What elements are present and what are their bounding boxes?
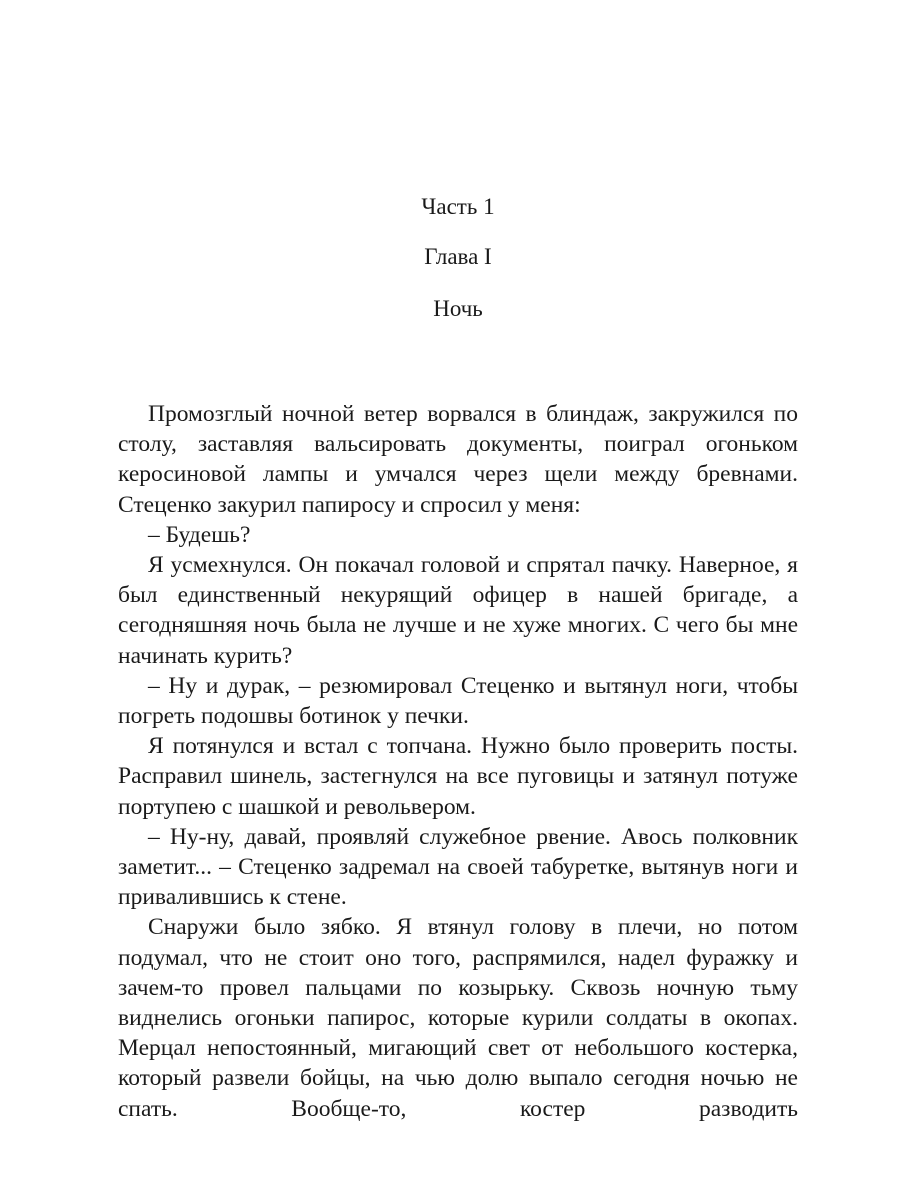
paragraph: Я потянулся и встал с топчана. Нужно было проверить посты. Расправил шинель, застегнулся на все пуговицы и затянул потуже портупею с шашкой и револьвером. <box>118 733 798 820</box>
paragraph: Я усмехнулся. Он покачал головой и спрятал пачку. Наверное, я был единственный некурящий офицер в нашей бригаде, а сегодняшняя ночь была не лучше и не хуже многих. С чего бы мне начинать курить? <box>118 552 798 669</box>
chapter-heading: Глава I <box>424 244 492 269</box>
paragraph: Промозглый ночной ветер ворвался в блиндаж, закружился по столу, заставляя вальсировать документы, поиграл огоньком керосиновой лампы и умчался через щели между бревнами. Стеценко закурил папиросу и спросил у меня: <box>118 401 798 518</box>
part-heading: Часть 1 <box>421 194 495 219</box>
paragraph: – Ну-ну, давай, проявляй служебное рвение. Авось полковник заметит... – Стеценко задремал на своей табуретке, вытянув ноги и привалившись к стене. <box>118 823 798 911</box>
paragraph: – Ну и дурак, – резюмировал Стеценко и вытянул ноги, чтобы погреть подошвы ботинок у печки. <box>118 672 798 730</box>
chapter-body <box>118 399 798 1124</box>
chapter-title: Ночь <box>433 296 483 321</box>
paragraph: Снаружи было зябко. Я втянул голову в плечи, но потом подумал, что не стоит оно того, распрямился, надел фуражку и зачем-то провел пальцами по козырьку. Сквозь ночную тьму виднелись огоньки папирос, которые курили солдаты в окопах. Мерцал непостоянный, мигающий свет от небольшого костерка, который развели бойцы, на чью долю выпало сегодня ночью не спать. Вообще-то, костер разводить <box>118 914 798 1122</box>
paragraph: – Будешь? <box>148 521 251 548</box>
